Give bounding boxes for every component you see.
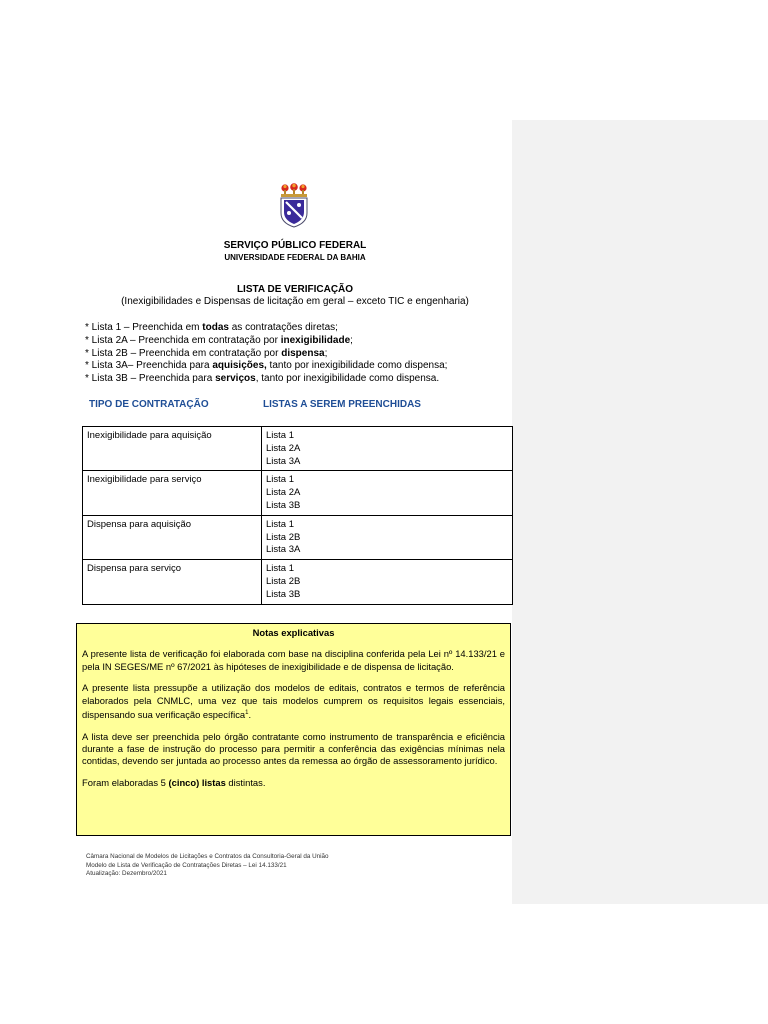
notes-title: Notas explicativas (252, 627, 335, 638)
footnote-ref[interactable]: 1 (245, 710, 249, 717)
table-row (83, 427, 513, 471)
header-service: SERVIÇO PÚBLICO FEDERAL (223, 240, 367, 251)
contract-type-cell: Inexigibilidade para serviço (83, 471, 262, 515)
lists-cell: Lista 1 Lista 2A Lista 3B (262, 471, 513, 515)
explanatory-notes-box (76, 623, 511, 836)
contract-type-table (82, 426, 513, 605)
column-heading-listas: LISTAS A SEREM PREENCHIDAS (263, 399, 421, 410)
comment-pane (512, 120, 768, 904)
table-row (83, 471, 513, 515)
list-description-item: * Lista 2B – Preenchida em contratação por dispensa; (85, 347, 328, 359)
lists-cell: Lista 1 Lista 2B Lista 3A (262, 515, 513, 559)
list-description-item: * Lista 3B – Preenchida para serviços, tanto por inexigibilidade como dispensa. (85, 373, 440, 385)
page-footer: Câmara Nacional de Modelos de Licitações e Contratos da Consultoria-Geral da União Modelo de Lista de Verificação de Contratações Diretas – Lei 14.133/21 Atualização: Dezembro/2021 (86, 853, 329, 878)
contract-type-cell: Dispensa para serviço (83, 560, 262, 604)
table-row (83, 560, 513, 604)
column-heading-tipo: TIPO DE CONTRATAÇÃO (89, 399, 209, 410)
lists-cell: Lista 1 Lista 2A Lista 3A (262, 427, 513, 471)
notes-paragraph: A presente lista de verificação foi elaborada com base na disciplina conferida pela Lei nº 14.133/21 e pela IN SEGES/ME nº 67/2021 às hipóteses de inexigibilidade e de dispensa de licitação. (82, 648, 505, 672)
document-title: LISTA DE VERIFICAÇÃO (236, 284, 354, 295)
contract-type-cell: Inexigibilidade para aquisição (83, 427, 262, 471)
lists-cell: Lista 1 Lista 2B Lista 3B (262, 560, 513, 604)
list-description-item: * Lista 1 – Preenchida em todas as contratações diretas; (85, 322, 338, 333)
list-descriptions (85, 322, 505, 386)
notes-paragraph: A presente lista pressupõe a utilização dos modelos de editais, contratos e termos de referência elaborados pela CNMLC, uma vez que tais modelos cumprem os requisitos legais essenciais, dispensando sua verificação específica$^1$. (82, 682, 505, 721)
list-description-item: * Lista 3A– Preenchida para aquisições, tanto por inexigibilidade como dispensa; (85, 360, 448, 372)
notes-paragraph: A lista deve ser preenchida pelo órgão contratante como instrumento de transparência e eficiência durante a fase de instrução do processo para permitir a conferência das exigências mínimas nela contidas, devendo ser juntada ao processo antes da remessa ao órgão de assessoramento jurídico. (82, 730, 505, 767)
notes-paragraph: Foram elaboradas 5 (cinco) listas distintas. (82, 776, 266, 788)
list-description-item: * Lista 2A – Preenchida em contratação por inexigibilidade; (85, 334, 353, 346)
university-coat-of-arms-logo (276, 183, 312, 229)
header-university: UNIVERSIDADE FEDERAL DA BAHIA (224, 253, 366, 262)
document-subtitle: (Inexigibilidades e Dispensas de licitação em geral – exceto TIC e engenharia) (121, 296, 469, 307)
contract-type-cell: Dispensa para aquisição (83, 515, 262, 559)
table-row (83, 515, 513, 559)
